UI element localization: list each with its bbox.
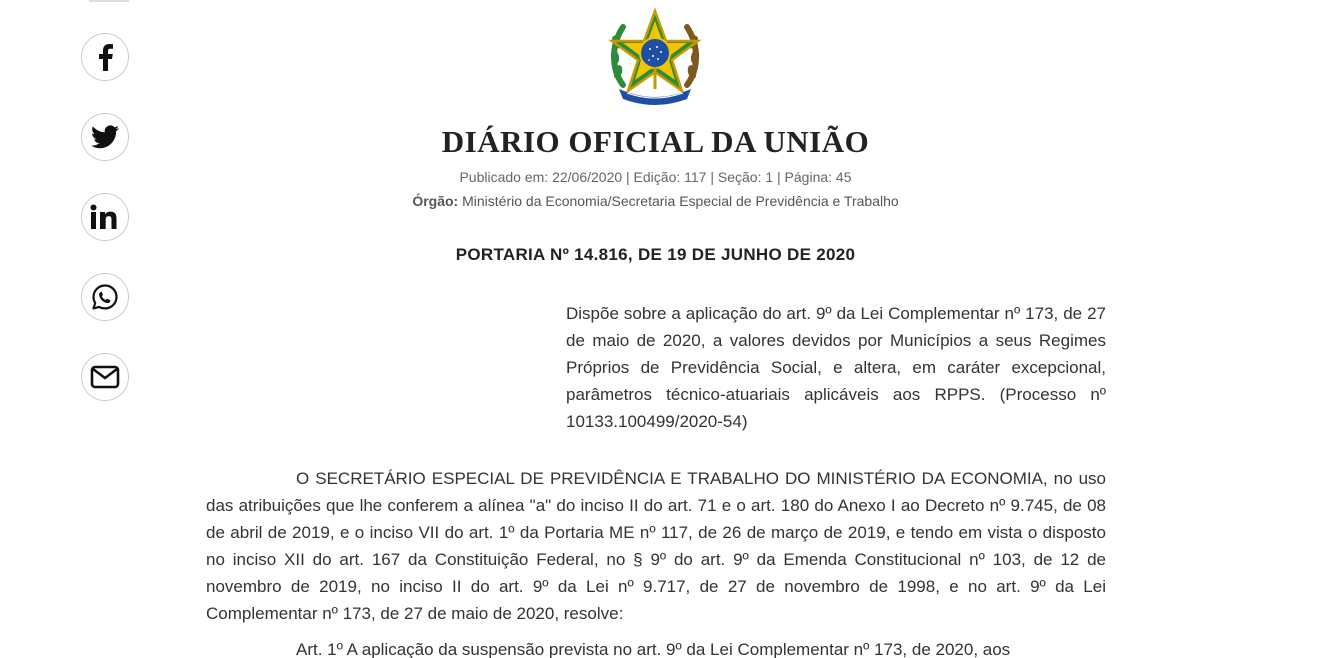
publication-meta: Publicado em: 22/06/2020 | Edição: 117 | Seção: 1 | Página: 45 [459,169,852,185]
page-title: DIÁRIO OFICIAL DA UNIÃO [441,124,870,159]
organ-line [0,193,1311,209]
share-email-button[interactable] [81,353,129,401]
organ-label: Órgão: [412,193,459,209]
share-divider [89,0,129,2]
brazil-coat-of-arms-icon [605,7,705,107]
facebook-icon [94,43,116,71]
article-1-paragraph: Art. 1º A aplicação da suspensão prevista no art. 9º da Lei Complementar nº 173, de 2020, aos [296,640,1011,658]
preamble-paragraph: O SECRETÁRIO ESPECIAL DE PREVIDÊNCIA E TRABALHO DO MINISTÉRIO DA ECONOMIA, no uso das atribuições que lhe conferem a alínea "a" do inciso II do art. 71 e o art. 180 do Anexo I ao Decreto nº 9.745, de 08 de abril de 2019, e o inciso VII do art. 1º da Portaria ME nº 117, de 26 de março de 2019, e tendo em vista o disposto no inciso XII do art. 167 da Constituição Federal, no § 9º do art. 9º da Emenda Constitucional nº 103, de 12 de novembro de 2019, no inciso II do art. 9º da Lei nº 9.717, de 27 de novembro de 1998, e no art. 9º da Lei Complementar nº 173, de 27 de maio de 2020, resolve: [206,469,1106,623]
share-whatsapp-button[interactable] [81,273,129,321]
portaria-title: PORTARIA Nº 14.816, DE 19 DE JUNHO DE 2020 [455,245,856,264]
whatsapp-icon [91,283,119,311]
ementa-text: Dispõe sobre a aplicação do art. 9º da Lei Complementar nº 173, de 27 de maio de 2020, a valores devidos por Municípios a seus Regimes Próprios de Previdência Social, e altera, em caráter excepcional, parâmetros técnico-atuariais aplicáveis aos RPPS. (Processo nº 10133.100499/2020-54) [566,304,1106,431]
share-facebook-button[interactable] [81,33,129,81]
envelope-icon [90,365,120,389]
organ-value: Ministério da Economia/Secretaria Especial de Previdência e Trabalho [458,193,899,209]
